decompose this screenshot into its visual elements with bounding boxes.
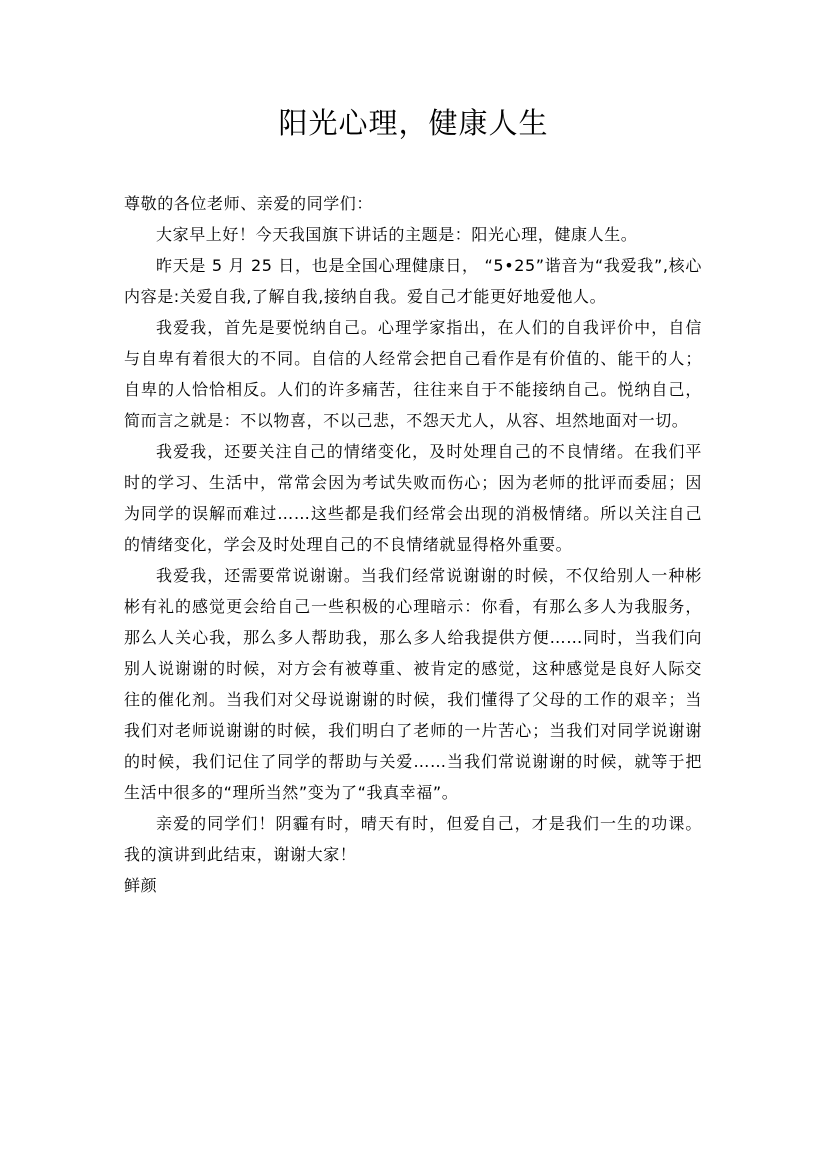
signature: 鲜颜 [124, 876, 158, 895]
paragraph-mental-health-day: 昨天是 5 月 25 日，也是全国心理健康日， “5•25”谐音为“我爱我”,核心内容是:关爱自我,了解自我,接纳自我。爱自己才能更好地爱他人。 [124, 256, 702, 306]
speech-body [124, 188, 702, 901]
document-title: 阳光心理，健康人生 [278, 106, 549, 140]
paragraph-greeting: 大家早上好！今天我国旗下讲话的主题是：阳光心理，健康人生。 [156, 225, 638, 244]
paragraph-closing: 亲爱的同学们！阴霾有时，晴天有时，但爱自己，才是我们一生的功课。我的演讲到此结束，谢谢大家！ [124, 814, 702, 864]
paragraph-say-thanks: 我爱我，还需要常说谢谢。当我们经常说谢谢的时候，不仅给别人一种彬彬有礼的感觉更会给自己一些积极的心理暗示：你看，有那么多人为我服务，那么人关心我，那么多人帮助我，那么多人给我提供方便……同时，当我们向别人说谢谢的时候，对方会有被尊重、被肯定的感觉，这种感觉是良好人际交往的催化剂。当我们对父母说谢谢的时候，我们懂得了父母的工作的艰辛；当我们对老师说谢谢的时候，我们明白了老师的一片苦心；当我们对同学说谢谢的时候，我们记住了同学的帮助与关爱……当我们常说谢谢的时候，就等于把生活中很多的“理所当然”变为了“我真幸福”。 [124, 566, 702, 802]
salutation: 尊敬的各位老师、亲爱的同学们： [124, 194, 374, 213]
paragraph-accept-self: 我爱我，首先是要悦纳自己。心理学家指出，在人们的自我评价中，自信与自卑有着很大的不同。自信的人经常会把自己看作是有价值的、能干的人；自卑的人恰恰相反。人们的许多痛苦，往往来自于不能接纳自己。悦纳自己，简而言之就是：不以物喜，不以己悲，不怨天尤人，从容、坦然地面对一切。 [124, 318, 702, 430]
paragraph-emotions: 我爱我，还要关注自己的情绪变化，及时处理自己的不良情绪。在我们平时的学习、生活中，常常会因为考试失败而伤心；因为老师的批评而委屈；因为同学的误解而难过……这些都是我们经常会出现的消极情绪。所以关注自己的情绪变化，学会及时处理自己的不良情绪就显得格外重要。 [124, 442, 702, 554]
